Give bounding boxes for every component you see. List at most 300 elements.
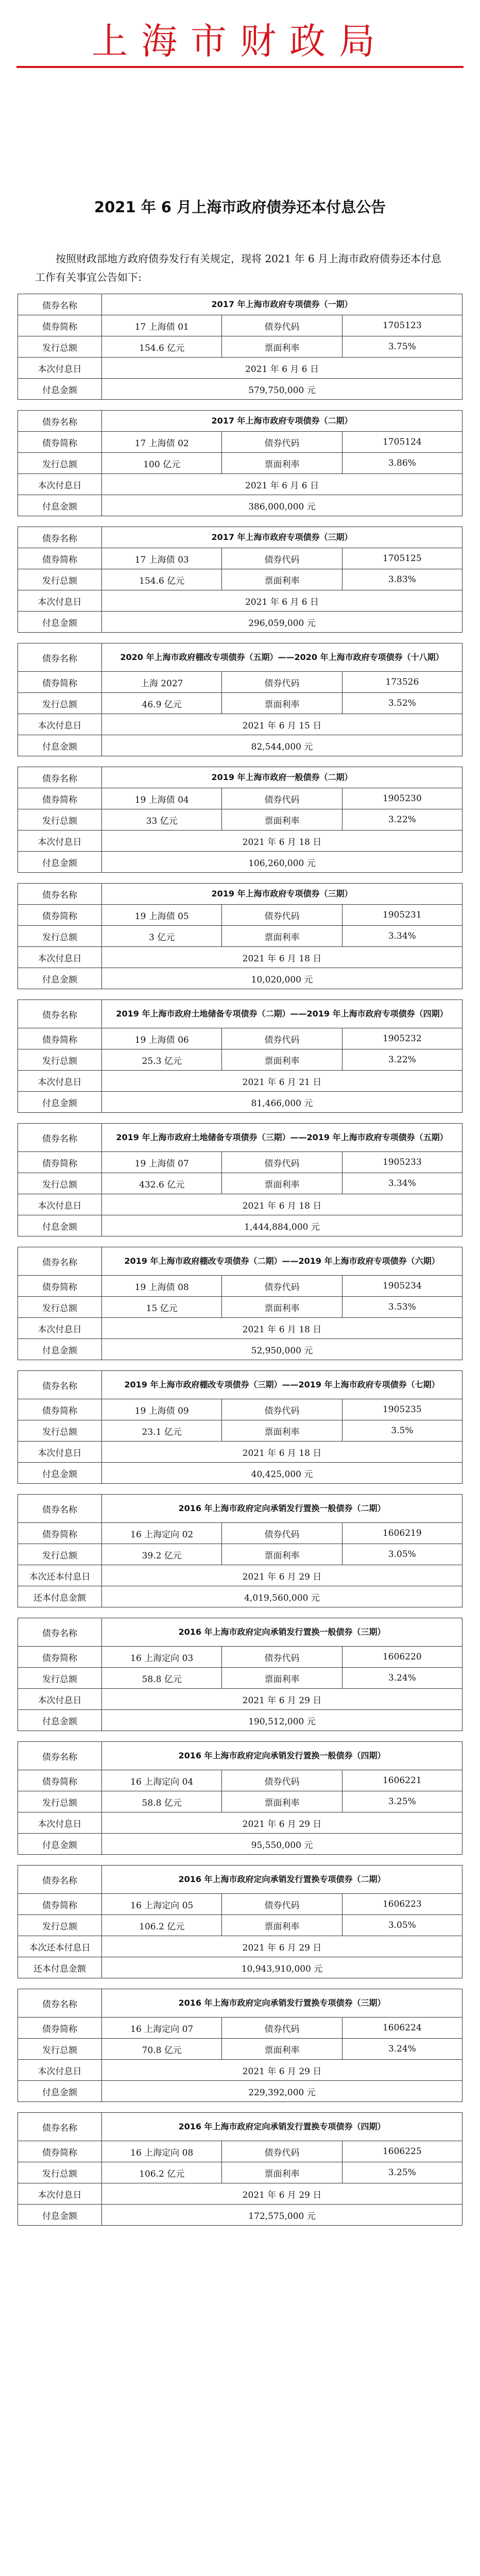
label-cell: 本次付息日 <box>18 1689 102 1710</box>
bond-table <box>18 527 462 633</box>
label-cell: 本次付息日 <box>18 358 102 379</box>
bond-pay-amount: 386,000,000 元 <box>102 495 462 516</box>
bond-issue-size: 3 亿元 <box>102 926 222 947</box>
label-cell: 票面利率 <box>222 569 342 590</box>
label-cell: 付息金额 <box>18 612 102 633</box>
bond-name: 2019 年上海市政府棚改专项债券（三期）——2019 年上海市政府专项债券（七期） <box>102 1371 462 1399</box>
bond-pay-amount: 1,444,884,000 元 <box>102 1215 462 1236</box>
bond-name-row <box>18 1000 462 1028</box>
label-cell: 债券代码 <box>222 905 342 926</box>
label-cell: 债券名称 <box>18 1866 102 1894</box>
bond-tables <box>18 294 462 2236</box>
bond-issue-size: 58.8 亿元 <box>102 1668 222 1689</box>
bond-name: 2017 年上海市政府专项债券（二期） <box>102 411 462 432</box>
bond-table <box>18 1247 462 1360</box>
label-cell: 债券代码 <box>222 432 342 453</box>
label-cell: 债券名称 <box>18 1124 102 1152</box>
label-cell: 债券简称 <box>18 548 102 569</box>
bond-short-name: 上海 2027 <box>102 672 222 693</box>
bond-table <box>18 1989 462 2102</box>
bond-amount-row <box>18 2081 462 2102</box>
bond-code: 1606221 <box>342 1770 462 1791</box>
label-cell: 债券代码 <box>222 1399 342 1420</box>
bond-date-row <box>18 947 462 968</box>
label-cell: 债券名称 <box>18 1742 102 1770</box>
label-cell: 付息金额 <box>18 1710 102 1731</box>
bond-code-row <box>18 1894 462 1915</box>
label-cell: 还本付息金额 <box>18 1957 102 1978</box>
bond-issue-size: 100 亿元 <box>102 453 222 474</box>
bond-amount-row <box>18 1215 462 1236</box>
bond-size-row <box>18 1049 462 1071</box>
label-cell: 发行总额 <box>18 569 102 590</box>
label-cell: 本次还本付息日 <box>18 1936 102 1957</box>
label-cell: 发行总额 <box>18 1297 102 1318</box>
bond-name: 2019 年上海市政府棚改专项债券（二期）——2019 年上海市政府专项债券（六期） <box>102 1247 462 1276</box>
bond-date-row <box>18 358 462 379</box>
bond-code-row <box>18 2018 462 2039</box>
bond-code-row <box>18 1028 462 1049</box>
bond-code: 1606220 <box>342 1647 462 1668</box>
bond-code: 1606219 <box>342 1523 462 1544</box>
bond-issue-size: 39.2 亿元 <box>102 1544 222 1565</box>
bond-date-row <box>18 590 462 612</box>
bond-size-row <box>18 926 462 947</box>
label-cell: 债券名称 <box>18 1618 102 1647</box>
bond-code-row <box>18 905 462 926</box>
label-cell: 发行总额 <box>18 1668 102 1689</box>
bond-pay-amount: 82,544,000 元 <box>102 735 462 756</box>
bond-issue-size: 58.8 亿元 <box>102 1791 222 1812</box>
bond-amount-row <box>18 2205 462 2226</box>
bond-coupon-rate: 3.22% <box>342 809 462 831</box>
bond-short-name: 19 上海债 05 <box>102 905 222 926</box>
label-cell: 债券代码 <box>222 1028 342 1049</box>
bond-amount-row <box>18 495 462 516</box>
bond-date-row <box>18 1936 462 1957</box>
bond-table <box>18 643 462 756</box>
bond-code-row <box>18 1399 462 1420</box>
bond-table <box>18 999 462 1113</box>
label-cell: 本次付息日 <box>18 1812 102 1834</box>
bond-pay-date: 2021 年 6 月 29 日 <box>102 1936 462 1957</box>
label-cell: 发行总额 <box>18 1791 102 1812</box>
bond-size-row <box>18 1791 462 1812</box>
bond-code-row <box>18 1647 462 1668</box>
label-cell: 债券代码 <box>222 2018 342 2039</box>
label-cell: 票面利率 <box>222 926 342 947</box>
label-cell: 债券名称 <box>18 1247 102 1276</box>
label-cell: 票面利率 <box>222 336 342 358</box>
bond-date-row <box>18 1689 462 1710</box>
bond-code: 1705124 <box>342 432 462 453</box>
label-cell: 付息金额 <box>18 2081 102 2102</box>
label-cell: 本次付息日 <box>18 1318 102 1339</box>
label-cell: 债券名称 <box>18 1989 102 2018</box>
label-cell: 发行总额 <box>18 1420 102 1442</box>
bond-pay-amount: 106,260,000 元 <box>102 852 462 873</box>
bond-pay-amount: 10,943,910,000 元 <box>102 1957 462 1978</box>
bond-name-row <box>18 643 462 672</box>
bond-coupon-rate: 3.05% <box>342 1544 462 1565</box>
label-cell: 债券代码 <box>222 315 342 336</box>
label-cell: 票面利率 <box>222 1297 342 1318</box>
bond-code-row <box>18 2141 462 2162</box>
label-cell: 债券名称 <box>18 767 102 788</box>
bond-code: 1606224 <box>342 2018 462 2039</box>
bond-short-name: 16 上海定向 04 <box>102 1770 222 1791</box>
label-cell: 债券名称 <box>18 294 102 315</box>
label-cell: 发行总额 <box>18 1544 102 1565</box>
bond-coupon-rate: 3.34% <box>342 926 462 947</box>
bond-pay-date: 2021 年 6 月 18 日 <box>102 831 462 852</box>
label-cell: 票面利率 <box>222 2162 342 2183</box>
bond-name: 2016 年上海市政府定向承销发行置换专项债券（四期） <box>102 2113 462 2141</box>
bond-pay-amount: 4,019,560,000 元 <box>102 1586 462 1607</box>
bond-pay-date: 2021 年 6 月 6 日 <box>102 358 462 379</box>
bond-pay-date: 2021 年 6 月 18 日 <box>102 1318 462 1339</box>
bond-pay-amount: 81,466,000 元 <box>102 1092 462 1113</box>
bond-coupon-rate: 3.75% <box>342 336 462 358</box>
bond-amount-row <box>18 1463 462 1484</box>
label-cell: 发行总额 <box>18 336 102 358</box>
bond-name-row <box>18 1247 462 1276</box>
label-cell: 付息金额 <box>18 852 102 873</box>
label-cell: 债券代码 <box>222 1770 342 1791</box>
bond-name-row <box>18 1989 462 2018</box>
bond-issue-size: 154.6 亿元 <box>102 336 222 358</box>
label-cell: 付息金额 <box>18 379 102 400</box>
bond-code-row <box>18 788 462 809</box>
label-cell: 债券代码 <box>222 1523 342 1544</box>
bond-table <box>18 1618 462 1731</box>
bond-date-row <box>18 1318 462 1339</box>
bond-pay-amount: 579,750,000 元 <box>102 379 462 400</box>
bond-table <box>18 767 462 873</box>
bond-pay-date: 2021 年 6 月 18 日 <box>102 1194 462 1215</box>
label-cell: 债券简称 <box>18 2141 102 2162</box>
bond-date-row <box>18 474 462 495</box>
bond-short-name: 19 上海债 07 <box>102 1152 222 1173</box>
bond-pay-date: 2021 年 6 月 6 日 <box>102 474 462 495</box>
bond-name: 2019 年上海市政府专项债券（三期） <box>102 884 462 905</box>
label-cell: 债券简称 <box>18 1399 102 1420</box>
bond-table <box>18 410 462 516</box>
bond-code: 1606225 <box>342 2141 462 2162</box>
bond-pay-date: 2021 年 6 月 15 日 <box>102 714 462 735</box>
label-cell: 付息金额 <box>18 1339 102 1360</box>
bond-code: 1705123 <box>342 315 462 336</box>
label-cell: 发行总额 <box>18 693 102 714</box>
bond-coupon-rate: 3.5% <box>342 1420 462 1442</box>
bond-code: 1606223 <box>342 1894 462 1915</box>
bond-code: 173526 <box>342 672 462 693</box>
bond-name: 2016 年上海市政府定向承销发行置换专项债券（二期） <box>102 1866 462 1894</box>
bond-coupon-rate: 3.24% <box>342 1668 462 1689</box>
bond-short-name: 16 上海定向 03 <box>102 1647 222 1668</box>
label-cell: 本次付息日 <box>18 590 102 612</box>
label-cell: 债券名称 <box>18 1495 102 1523</box>
bond-name-row <box>18 527 462 548</box>
bond-table <box>18 883 462 989</box>
bond-pay-amount: 52,950,000 元 <box>102 1339 462 1360</box>
bond-name: 2020 年上海市政府棚改专项债券（五期）——2020 年上海市政府专项债券（十八期） <box>102 643 462 672</box>
bond-short-name: 16 上海定向 05 <box>102 1894 222 1915</box>
label-cell: 本次还本付息日 <box>18 1565 102 1586</box>
bond-size-row <box>18 1668 462 1689</box>
label-cell: 票面利率 <box>222 1915 342 1936</box>
label-cell: 还本付息金额 <box>18 1586 102 1607</box>
bond-size-row <box>18 2162 462 2183</box>
bond-amount-row <box>18 968 462 989</box>
bond-pay-amount: 172,575,000 元 <box>102 2205 462 2226</box>
label-cell: 本次付息日 <box>18 2060 102 2081</box>
bond-size-row <box>18 1420 462 1442</box>
intro-paragraph: 按照财政部地方政府债券发行有关规定，现将 2021 年 6 月上海市政府债券还本付息工作有关事宜公告如下: <box>35 252 442 283</box>
bond-pay-date: 2021 年 6 月 29 日 <box>102 1812 462 1834</box>
label-cell: 债券名称 <box>18 884 102 905</box>
bond-pay-date: 2021 年 6 月 29 日 <box>102 2183 462 2205</box>
bond-issue-size: 25.3 亿元 <box>102 1049 222 1071</box>
bond-name: 2016 年上海市政府定向承销发行置换一般债券（四期） <box>102 1742 462 1770</box>
bond-short-name: 19 上海债 09 <box>102 1399 222 1420</box>
bond-name: 2016 年上海市政府定向承销发行置换一般债券（二期） <box>102 1495 462 1523</box>
bond-pay-amount: 95,550,000 元 <box>102 1834 462 1855</box>
label-cell: 债券简称 <box>18 1276 102 1297</box>
bond-coupon-rate: 3.52% <box>342 693 462 714</box>
bond-pay-amount: 296,059,000 元 <box>102 612 462 633</box>
bond-code-row <box>18 1770 462 1791</box>
label-cell: 债券代码 <box>222 1276 342 1297</box>
label-cell: 债券代码 <box>222 2141 342 2162</box>
label-cell: 本次付息日 <box>18 1442 102 1463</box>
letterhead: 上海市财政局 <box>92 20 388 62</box>
bond-pay-date: 2021 年 6 月 29 日 <box>102 2060 462 2081</box>
label-cell: 债券简称 <box>18 672 102 693</box>
label-cell: 债券名称 <box>18 411 102 432</box>
bond-name-row <box>18 1866 462 1894</box>
label-cell: 本次付息日 <box>18 831 102 852</box>
bond-size-row <box>18 693 462 714</box>
label-cell: 债券代码 <box>222 548 342 569</box>
label-cell: 票面利率 <box>222 453 342 474</box>
bond-pay-date: 2021 年 6 月 29 日 <box>102 1689 462 1710</box>
bond-code-row <box>18 672 462 693</box>
label-cell: 发行总额 <box>18 2039 102 2060</box>
bond-issue-size: 106.2 亿元 <box>102 1915 222 1936</box>
bond-date-row <box>18 2183 462 2205</box>
label-cell: 债券名称 <box>18 1371 102 1399</box>
label-cell: 债券简称 <box>18 1894 102 1915</box>
bond-short-name: 16 上海定向 07 <box>102 2018 222 2039</box>
bond-date-row <box>18 831 462 852</box>
label-cell: 债券代码 <box>222 672 342 693</box>
bond-coupon-rate: 3.25% <box>342 2162 462 2183</box>
label-cell: 债券名称 <box>18 527 102 548</box>
bond-table <box>18 2112 462 2226</box>
bond-name-row <box>18 411 462 432</box>
label-cell: 发行总额 <box>18 926 102 947</box>
bond-pay-date: 2021 年 6 月 21 日 <box>102 1071 462 1092</box>
bond-amount-row <box>18 612 462 633</box>
label-cell: 本次付息日 <box>18 1194 102 1215</box>
bond-pay-amount: 10,020,000 元 <box>102 968 462 989</box>
bond-table <box>18 1123 462 1236</box>
bond-name-row <box>18 1618 462 1647</box>
label-cell: 票面利率 <box>222 1668 342 1689</box>
label-cell: 本次付息日 <box>18 474 102 495</box>
label-cell: 票面利率 <box>222 693 342 714</box>
bond-pay-date: 2021 年 6 月 18 日 <box>102 1442 462 1463</box>
bond-size-row <box>18 569 462 590</box>
label-cell: 发行总额 <box>18 453 102 474</box>
bond-table <box>18 1741 462 1855</box>
bond-code: 1705125 <box>342 548 462 569</box>
bond-size-row <box>18 2039 462 2060</box>
bond-pay-date: 2021 年 6 月 18 日 <box>102 947 462 968</box>
bond-amount-row <box>18 1710 462 1731</box>
bond-pay-date: 2021 年 6 月 29 日 <box>102 1565 462 1586</box>
bond-name: 2016 年上海市政府定向承销发行置换一般债券（三期） <box>102 1618 462 1647</box>
label-cell: 债券简称 <box>18 1647 102 1668</box>
bond-name-row <box>18 1124 462 1152</box>
label-cell: 发行总额 <box>18 1049 102 1071</box>
letterhead-divider <box>16 66 464 68</box>
bond-size-row <box>18 809 462 831</box>
bond-code: 1905234 <box>342 1276 462 1297</box>
label-cell: 债券简称 <box>18 1028 102 1049</box>
bond-size-row <box>18 336 462 358</box>
bond-date-row <box>18 714 462 735</box>
label-cell: 票面利率 <box>222 1049 342 1071</box>
bond-code: 1905230 <box>342 788 462 809</box>
bond-name: 2017 年上海市政府专项债券（三期） <box>102 527 462 548</box>
bond-name: 2017 年上海市政府专项债券（一期） <box>102 294 462 315</box>
bond-coupon-rate: 3.86% <box>342 453 462 474</box>
bond-issue-size: 46.9 亿元 <box>102 693 222 714</box>
bond-name: 2019 年上海市政府土地储备专项债券（三期）——2019 年上海市政府专项债券（五期） <box>102 1124 462 1152</box>
bond-coupon-rate: 3.05% <box>342 1915 462 1936</box>
label-cell: 债券简称 <box>18 2018 102 2039</box>
bond-amount-row <box>18 1339 462 1360</box>
bond-name-row <box>18 2113 462 2141</box>
bond-pay-date: 2021 年 6 月 6 日 <box>102 590 462 612</box>
bond-short-name: 19 上海债 08 <box>102 1276 222 1297</box>
bond-name-row <box>18 294 462 315</box>
bond-name-row <box>18 1495 462 1523</box>
bond-size-row <box>18 453 462 474</box>
bond-issue-size: 70.8 亿元 <box>102 2039 222 2060</box>
bond-code-row <box>18 1276 462 1297</box>
label-cell: 债券简称 <box>18 1770 102 1791</box>
page-title: 2021 年 6 月上海市政府债券还本付息公告 <box>94 198 386 216</box>
bond-date-row <box>18 1812 462 1834</box>
bond-table <box>18 1494 462 1607</box>
label-cell: 债券简称 <box>18 315 102 336</box>
label-cell: 本次付息日 <box>18 1071 102 1092</box>
label-cell: 付息金额 <box>18 2205 102 2226</box>
bond-size-row <box>18 1297 462 1318</box>
bond-coupon-rate: 3.22% <box>342 1049 462 1071</box>
bond-coupon-rate: 3.25% <box>342 1791 462 1812</box>
bond-date-row <box>18 1565 462 1586</box>
label-cell: 票面利率 <box>222 2039 342 2060</box>
bond-date-row <box>18 1442 462 1463</box>
bond-issue-size: 33 亿元 <box>102 809 222 831</box>
bond-name: 2019 年上海市政府土地储备专项债券（二期）——2019 年上海市政府专项债券（四期） <box>102 1000 462 1028</box>
bond-short-name: 17 上海债 02 <box>102 432 222 453</box>
bond-amount-row <box>18 735 462 756</box>
bond-code: 1905235 <box>342 1399 462 1420</box>
label-cell: 付息金额 <box>18 495 102 516</box>
bond-coupon-rate: 3.53% <box>342 1297 462 1318</box>
label-cell: 票面利率 <box>222 1544 342 1565</box>
bond-code: 1905232 <box>342 1028 462 1049</box>
bond-amount-row <box>18 1092 462 1113</box>
bond-issue-size: 15 亿元 <box>102 1297 222 1318</box>
bond-code-row <box>18 1152 462 1173</box>
bond-short-name: 19 上海债 04 <box>102 788 222 809</box>
label-cell: 票面利率 <box>222 1791 342 1812</box>
label-cell: 付息金额 <box>18 1215 102 1236</box>
bond-issue-size: 23.1 亿元 <box>102 1420 222 1442</box>
bond-pay-amount: 229,392,000 元 <box>102 2081 462 2102</box>
label-cell: 债券代码 <box>222 788 342 809</box>
label-cell: 发行总额 <box>18 1173 102 1194</box>
label-cell: 付息金额 <box>18 1092 102 1113</box>
label-cell: 本次付息日 <box>18 2183 102 2205</box>
label-cell: 债券名称 <box>18 643 102 672</box>
bond-amount-row <box>18 852 462 873</box>
bond-coupon-rate: 3.83% <box>342 569 462 590</box>
label-cell: 债券简称 <box>18 1523 102 1544</box>
label-cell: 付息金额 <box>18 968 102 989</box>
bond-name: 2016 年上海市政府定向承销发行置换专项债券（三期） <box>102 1989 462 2018</box>
bond-issue-size: 432.6 亿元 <box>102 1173 222 1194</box>
bond-code-row <box>18 315 462 336</box>
bond-size-row <box>18 1544 462 1565</box>
bond-table <box>18 1865 462 1978</box>
bond-issue-size: 106.2 亿元 <box>102 2162 222 2183</box>
bond-date-row <box>18 1194 462 1215</box>
label-cell: 债券简称 <box>18 1152 102 1173</box>
bond-coupon-rate: 3.34% <box>342 1173 462 1194</box>
bond-short-name: 17 上海债 01 <box>102 315 222 336</box>
bond-size-row <box>18 1173 462 1194</box>
bond-issue-size: 154.6 亿元 <box>102 569 222 590</box>
bond-coupon-rate: 3.24% <box>342 2039 462 2060</box>
bond-code: 1905231 <box>342 905 462 926</box>
bond-amount-row <box>18 1834 462 1855</box>
label-cell: 债券代码 <box>222 1647 342 1668</box>
bond-table <box>18 1370 462 1484</box>
bond-name-row <box>18 1742 462 1770</box>
label-cell: 发行总额 <box>18 2162 102 2183</box>
bond-short-name: 17 上海债 03 <box>102 548 222 569</box>
label-cell: 债券简称 <box>18 432 102 453</box>
label-cell: 票面利率 <box>222 809 342 831</box>
bond-pay-amount: 40,425,000 元 <box>102 1463 462 1484</box>
bond-code-row <box>18 1523 462 1544</box>
bond-date-row <box>18 1071 462 1092</box>
bond-name-row <box>18 767 462 788</box>
bond-code-row <box>18 548 462 569</box>
label-cell: 发行总额 <box>18 1915 102 1936</box>
label-cell: 债券名称 <box>18 2113 102 2141</box>
bond-code-row <box>18 432 462 453</box>
label-cell: 发行总额 <box>18 809 102 831</box>
bond-code: 1905233 <box>342 1152 462 1173</box>
